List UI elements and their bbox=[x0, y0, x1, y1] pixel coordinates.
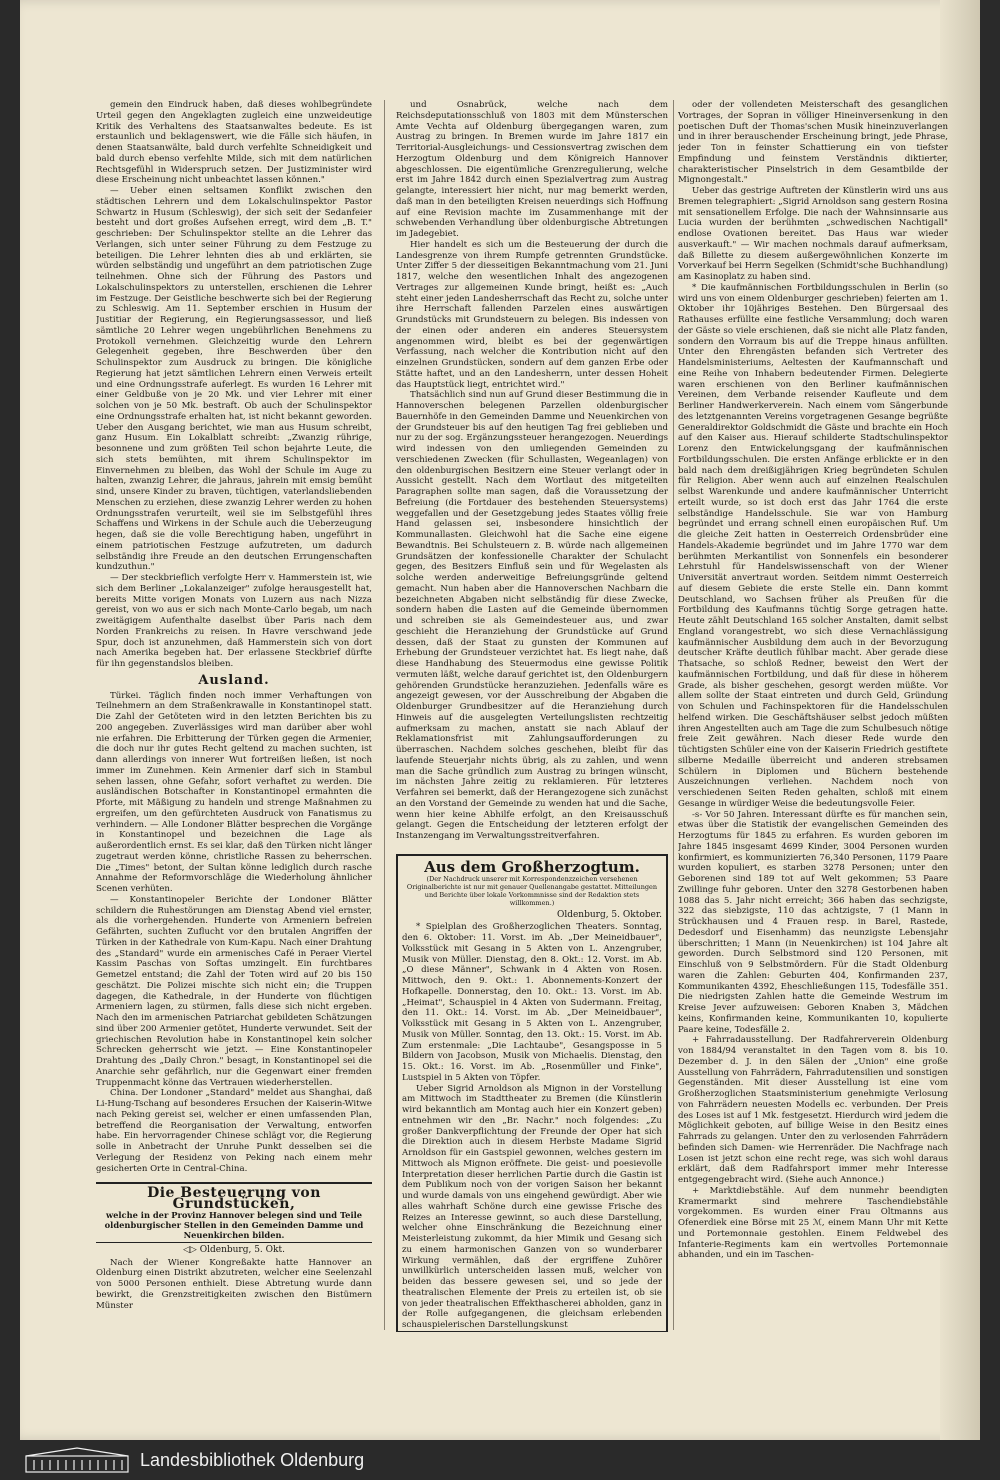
dateline: Oldenburg, 5. Oktober. bbox=[556, 909, 662, 920]
column-rule bbox=[384, 100, 385, 1330]
paragraph: Ueber Sigrid Arnoldson als Mignon in der Vorstellung am Mittwoch im Stadttheater zu Bremen (die Künstlerin wird bekanntlich am Montag auch hier ein Konzert geben) entnehmen wir den „Br. Nachr." noch folgendes: „Zu großer Dankverpflichtung der Freunde der Oper hat sich die Direktion auch in diesem Herbste Madame Sigrid Arnoldson für ein Gastspiel gewonnen, welches gestern im Mittwoch als Mignon eröffnete. Die geist- und poesievolle Interpretation dieser herrlichen Partie durch die Gastin ist dem Publikum noch von der vorigen Saison her bekannt und wurde damals von uns eingehend gewürdigt. Aber wie alles wahrhaft Schöne durch eine gewisse Frische des Reizes an Interesse gewinnt, so auch diese Darstellung, welcher ohne Einschränkung die Bezeichnung einer Meisterleistung zukommt, da hier Mimik und Gesang sich zu einem harmonischen Ganzen von so wunderbarer Wirkung vermählen, daß der ergriffene Zuhörer unwillkürlich unterscheiden lassen muß, welcher von beiden das bessere gewesen sei, und so jede der theatralischen Elemente der Preis zu erteilen ist, ob sie von jeder theatralischen Effekthascherei abholden, ganz in der Rolle aufgegangenen, die gleichsam erlebenden schauspielerischen Darstellungskunst bbox=[402, 1083, 662, 1330]
column-1 bbox=[96, 100, 372, 1332]
paragraph: + Fahrradausstellung. Der Radfahrerverein Oldenburg von 1884/94 veranstaltet in den Tagen vom 8. bis 10. Dezember d. J. in den Sälen der „Union" eine große Ausstellung von Fahrrädern, Fahrradutensilien und sonstigen Gegenständen. Mit dieser Ausstellung ist eine vom Großherzoglichen Staatsministerium genehmigte Verlosung von Fahrrädern neuesten Modells ec. verbunden. Der Preis des Loses ist auf 1 Mk. festgesetzt. Hierdurch wird jedem die Möglichkeit geboten, auf billige Weise in den Besitz eines Fahrrads zu gelangen. Unter den zu verlosenden Fahrrädern befinden sich Damen- wie Herrenräder. Die Nachfrage nach Losen ist jetzt schon eine recht rege, was sich wohl daraus erklärt, daß dem Radfahrsport immer mehr Interesse entgegengebracht wird. (Siehe auch Annonce.) bbox=[678, 1035, 948, 1185]
paragraph: Ueber das gestrige Auftreten der Künstlerin wird uns aus Bremen telegraphiert: „Sigrid Arnoldson sang gestern Rosina mit sensationellem Erfolge. Die nach der Wahnsinnsarie aus Lucia wurden der berühmten „schwedischen Nachtigall" endlose Ovationen bereitet. Das Haus war wieder ausverkauft." — Wir machen nochmals darauf aufmerksam, daß Billette zu diesem außergewöhnlichen Konzerte im Vorverkauf bei Herrn Segelken (Schmidt'sche Buchhandlung) am Kasinoplatz zu haben sind. bbox=[678, 186, 948, 282]
section-heading: Ausland. bbox=[198, 672, 270, 688]
paragraph: oder der vollendeten Meisterschaft des gesanglichen Vortrages, der Sopran in völliger Hineinversenkung in den poetischen Duft der Thomas'schen Musik hineinzuverlangen und in ihrer berauschender Erscheinung bringt, jede Phrase, jeder Ton in feinster Schattierung ein von tiefster Empfindung und feinstem Verständnis diktierter, charakteristischer Pinselstrich in dem Gesamtbilde der Mignongestalt." bbox=[678, 100, 948, 186]
paragraph: Thatsächlich sind nun auf Grund dieser Bestimmung die in Hannoverschen belegenen Parzellen oldenburgischer Bauernhöfe in den Gemeinden Damme und Neuenkirchen von der Grundsteuer bis auf den heutigen Tag frei geblieben und nur zu der sog. Ergänzungssteuer herangezogen. Neuerdings wird indessen von den umliegenden Gemeinden zu verschiedenen Zwecken (für Schullasten, Wegeanlagen) von den oldenburgischen Besitzern eine Steuer verlangt oder in Aussicht gestellt. Nach dem Wortlaut des mitgeteilten Paragraphen sollte man sagen, daß die Voraussetzung der Befreiung (die Fortdauer des bestehenden Steuersystems) weggefallen und der Gesetzgebung jedes Staates völlig freie Hand gelassen sei, insbesondere hinsichtlich der Kommunallasten. Gleichwohl hat die Sache eine eigene Bewandtnis. Bei Schulsteuern z. B. würde nach allgemeinen Grundsätzen der konfessionelle Charakter der Schulacht gegen, des Besitzers Einfluß sein und für Wegelasten als solche werden anderweitige Befreiungsgründe geltend gemacht. Nun haben aber die Hannoverschen Nachbarn die bezeichneten Abgaben nicht selbständig für diese Zwecke, sondern haben die Lasten auf die Gemeinde übernommen und schreiben sie als Gemeindesteuer aus, und zwar geschieht die Heranziehung der Grundstücke auf Grund dessen, daß der Staat zu gunsten der Kommunen auf Erhebung der Grundsteuer verzichtet hat. Es liegt nahe, daß diese Handhabung des Steuermodus eine gewisse Politik vermuten läßt, welche darauf gerichtet ist, den Oldenburgern gehörenden Grundstücke heranzuziehen. Jedenfalls wäre es angezeigt gewesen, vor der Ausschreibung der Abgaben die Oldenburger Grundbesitzer auf die Heranziehung durch Hinweis auf die ausgelegten Verteilungslisten rechtzeitig aufmerksam zu machen, anstatt sie nach Ablauf der Reklamationsfrist mit Zahlungsaufforderungen zu überraschen. Nachdem solches geschehen, bleibt für das laufende Steuerjahr nichts übrig, als zu zahlen, und wenn man die Sache gründlich zum Austrag zu bringen wünscht, im nächsten Jahre zeitig zu reklamieren. Für letzteres Verfahren sei bemerkt, daß der Herangezogene sich zunächst an den Vorstand der Gemeinde zu wenden hat und die Sache, wenn hier keine Abhilfe erfolgt, an den Kreisausschuß gelangt. Gegen die Entscheidung der letzteren erfolgt der Instanzengang im Verwaltungsstreitverfahren. bbox=[396, 390, 668, 841]
paragraph: Hier handelt es sich um die Besteuerung der durch die Landesgrenze von ihrem Rumpfe getrennten Grundstücke. Unter Ziffer 5 der diesseitigen Bekanntmachung vom 21. Juni 1817, welche den wesentlichen Inhalt des angezogenen Vertrages zur allgemeinen Kunde bringt, heißt es: „Auch steht einer jeden Landesherrschaft das Recht zu, solche unter ihre Herrschaft fallenden Parzelen eines auswärtigen Grundstücks mit Grundsteuern zu belegen. Bis indessen von der einen oder anderen ein anderes Steuersystem angenommen wird, bleibt es bei der gegenwärtigen Verfassung, nach welcher die Kontribution nicht auf den einzelnen Grundstücken, sondern auf dem ganzen Erbe oder Stätte haftet, und an den Landesherrn, unter dessen Hoheit das Hauptstück liegt, entrichtet wird." bbox=[396, 239, 668, 390]
reprint-note: (Der Nachdruck unserer mit Korrespondenzzeichen versehenen Originalberichte ist nur mit genauer Quellenangabe gestattet. Mitteilungen und Berichte über lokale Vorkommnisse sind der Redaktion stets willkommen.) bbox=[406, 874, 658, 907]
column-3 bbox=[678, 100, 948, 1332]
column-2 bbox=[396, 100, 668, 1332]
dateline: ◁▷ Oldenburg, 5. Okt. bbox=[183, 1244, 285, 1255]
paragraph: Nach der Wiener Kongreßakte hatte Hannover an Oldenburg einen Distrikt abzutreten, welcher eine Seelenzahl von 5000 Personen enthielt. Diese Abtretung wurde dann bewirkt, die Grenzstreitigkeiten zwischen den Bistümern Münster bbox=[96, 1257, 372, 1311]
paragraph: China. Der Londoner „Standard" meldet aus Shanghai, daß Li-Hung-Tschang auf besonderes Ersuchen der Kaiserin-Witwe nach Peking gereist sei, welcher er einen umfassenden Plan, betreffend die Reorganisation der Verwaltung, entworfen habe. Ein hervorragender Chinese schlägt vor, die Regierung solle in Anbetracht der Unruhe Punkt desselben sei die Verlegung der Residenz von Peking nach einem mehr gesicherten Orte in Central-China. bbox=[96, 1088, 372, 1174]
article-title: Die Besteuerung von Grundstücken, bbox=[147, 1185, 321, 1212]
library-name: Landesbibliothek Oldenburg bbox=[140, 1450, 365, 1470]
regional-news-box bbox=[396, 854, 668, 1332]
paragraph: gemein den Eindruck haben, daß dieses wohlbegründete Urteil gegen den Angeklagten zugleich eine unzweideutige Kritik des Verhaltens des Staatsanwaltes bedeute. Es ist erstaunlich und beklagenswert, wie die Fälle sich häufen, in denen Staatsanwälte, bald durch verfehlte Schneidigkeit und bald durch ebenso verfehlte Milde, sich mit dem natürlichen Rechtsgefühl in Widerspruch setzen. Der Justizminister wird diese Erscheinung nicht unbeachtet lassen können." bbox=[96, 100, 372, 186]
paragraph: Türkei. Täglich finden noch immer Verhaftungen von Teilnehmern an dem Straßenkrawalle in Konstantinopel statt. Die Zahl der Getöteten wird in den letzten Berichten bis zu 200 angegeben. Zuverlässiges wird man darüber aber wohl nie erfahren. Die Erbitterung der Türken gegen die Armenier, die doch nur ihr gutes Recht geltend zu machen suchten, ist dann allerdings von innerer Wut fortreißen ließen, ist noch immer im Zunehmen. Kein Armenier darf sich in Stambul sehen lassen, ohne Gefahr, sofort verhaftet zu werden. Die ausländischen Botschafter in Konstantinopel ermahnten die Pforte, mit Mäßigung zu handeln und strenge Maßnahmen zu ergreifen, um den gefürchteten Ausdruck von Fanatismus zu verhindern. — Alle Londoner Blätter besprechen die Vorgänge in Konstantinopel und bezeichnen die Lage als außerordentlich ernst. Es sei klar, daß den Türken nicht länger zugetraut werden könne, christliche Rassen zu beherrschen. Die „Times" betont, der Sultan könne lediglich durch rasche Annahme der Reformvorschläge die Wiederholung ähnlicher Scenen verhüten. bbox=[96, 690, 372, 894]
paragraph: * Die kaufmännischen Fortbildungsschulen in Berlin (so wird uns von einem Oldenburger geschrieben) feierten am 1. Oktober ihr 10jähriges Bestehen. Den Bürgersaal des Rathauses erfüllte eine festliche Versammlung; doch waren der Gäste so viele erschienen, daß sie nicht alle Platz fanden, sondern den Vorraum bis auf die Treppe hinaus anfüllten. Unter den Ehrengästen befanden sich Vertreter des Handelsministeriums, Aeltesten der Kaufmannschaft und eine Reihe von Inhabern bedeutender Firmen. Delegierte waren erschienen von den Berliner kaufmännischen Vereinen, dem Verbande reisender Kaufleute und dem Berliner Handwerkerverein. Nach einem vom Sängerbunde des letztgenannten Vereins vorgetragenen Gesange begrüßte Generaldirektor Goldschmidt die Gäste und brachte ein Hoch auf den Kaiser aus. Hierauf schilderte Stadtschulinspektor Lorenz den Entwickelungsgang der kaufmännischen Fortbildungsschulen. Die ersten Anfänge erblickte er in den bald nach dem dreißigjährigen Krieg begründeten Schulen für Religion. Aber wenn auch auf einzelnen Realschulen selbst Warenkunde und andere kaufmännischer Unterricht erteilt wurde, so ist doch erst das Jahr 1764 die erste selbständige Handelsschule. Sie war von Hamburg begründet und errang schnell einen europäischen Ruf. Um die gleiche Zeit hatten in Oesterreich Ordensbrüder eine Handels-Akademie begründet und im Jahre 1770 war dem berühmten Merkantilist von Sonnenfels ein besonderer Lehrstuhl für Handelswissenschaft von der Wiener Universität anvertraut worden. Seitdem nimmt Oesterreich auf diesem Gebiete die erste Stelle ein. Dann kommt Deutschland, wo Sachsen früher als Preußen für die Fortbildung des Kaufmanns tüchtig Sorge getragen hatte. Heute zählt Deutschland 165 solcher Anstalten, damit selbst England vorangestrebt, wo sich diese Vernachlässigung kaufmännischer Ausbildung dem auch in der Bevorzugung deutscher Kräfte deutlich fühlbar macht. Aber gerade diese Thatsache, so schloß Redner, beweist den Wert der kaufmännischen Fortbildung, und daß für diese in höherem Grade, als bisher geschehen, gesorgt werden müßte. Vor allem sollte der Staat eintreten und durch Geld, Gründung von Schulen und Fachinspektoren für die Handelsschulen helfend wirken. Die Geschäftshäuser selbst jedoch müßten ihren Angestellten auch am Tage die zum Schulbesuch nötige freie Zeit gewähren. Nach dieser Rede wurde den tüchtigsten Schüler eine von der Kaiserin Friedrich gestiftete silberne Medaille überreicht und anderen strebsamen Schülern in Diplomen und Büchern bestehende Auszeichnungen verliehen. Nachdem noch von verschiedenen Seiten Reden gehalten, schloß mit einem Gesange in würdiger Weise die bedeutungsvolle Feier. bbox=[678, 282, 948, 809]
section-title: Aus dem Großherzogtum. bbox=[424, 857, 640, 876]
paragraph: * Spielplan des Großherzoglichen Theaters. Sonntag, den 6. Oktober: 11. Vorst. im Ab. „Der Meineidbauer", Volksstück mit Gesang in 5 Akten von L. Anzengruber, Musik von Müller. Dienstag, den 8. Okt.: 12. Vorst. im Ab. „O diese Männer", Schwank in 4 Akten von Rosen. Mittwoch, den 9. Okt.: 1. Abonnements-Konzert der Hofkapelle. Donnerstag, den 10. Okt.: 13. Vorst. im Ab. „Heimat", Schauspiel in 4 Akten von Sudermann. Freitag, den 11. Okt.: 14. Vorst. im Ab. „Der Meineidbauer", Volksstück mit Gesang in 5 Akten von L. Anzengruber, Musik von Müller. Sonntag, den 13. Okt.: 15. Vorst. im Ab. Zum erstenmale: „Die Lachtaube", Gesangsposse in 5 Bildern von Jacobson, Musik von Michaelis. Dienstag, den 15. Okt.: 16. Vorst. im Ab. „Rosenmüller und Finke", Lustspiel in 5 Akten von Töpfer. bbox=[402, 922, 662, 1083]
article-subtitle: welche in der Provinz Hannover belegen sind und Teile oldenburgischer Stellen in den Gemeinden Damme und Neuenkirchen bilden. bbox=[104, 1209, 364, 1240]
article-header bbox=[96, 1182, 372, 1243]
library-logo-icon bbox=[24, 1446, 130, 1474]
paragraph: — Konstantinopeler Berichte der Londoner Blätter schildern die Ruhestörungen am Dienstag Abend viel ernster, als die vorhergehenden. Hunderte von Armeniern befreien Gefährten, suchten Zuflucht vor den brutalen Angriffen der Türken in der Kathedrale von Kum-Kapu. Nach einer Drahtung des „Standard" wurde ein armenisches Café in Peraer Viertel Kassim Paschas von Softas umzingelt. Ein furchtbares Gemetzel entstand; die Zahl der Toten wird auf 20 bis 150 geschätzt. Die Polizei mischte sich nicht ein; die Truppen dagegen, die Kathedrale, in der Hunderte von flüchtigen Armeniern lagen, zu stürmen, falls diese sich nicht ergeben. Nach den im armenischen Patriarchat gebildeten Schätzungen sind über 200 Armenier getötet, Hunderte verwundet. Seit der griechischen Revolution habe in Konstantinopel kein solcher Schrecken geherrscht wie jetzt. — Eine Konstantinopeler Drahtung des „Daily Chron." besagt, in Konstantinopel sei die Anarchie sehr gefährlich, nur die Gegenwart einer fremden Truppenmacht könne das Vertrauen wiederherstellen. bbox=[96, 894, 372, 1088]
paragraph: und Osnabrück, welche nach dem Reichsdeputationsschluß von 1803 mit dem Münsterschen Amte Vechta auf Oldenburg übergegangen waren, zum Austrag zu bringen. In Bremen wurde im Jahre 1817 ein Territorial-Ausgleichungs- und Cessionsvertrag zwischen dem Herzogtum Oldenburg und dem Königreich Hannover abgeschlossen. Die eigentümliche Grenzregulierung, welche erst im Jahre 1842 durch einen Spezialvertrag zum Austrag gelangte, interessiert hier nicht, nur mag bemerkt werden, daß man in den beteiligten Kreisen neuerdings sich Hoffnung auf eine Revision machte im Zusammenhange mit der schwebenden Verhandlung über oldenburgische Abtretungen im Jadegebiet. bbox=[396, 100, 668, 239]
column-rule bbox=[673, 100, 674, 1330]
paragraph: -s- Vor 50 Jahren. Interessant dürfte es für manchen sein, etwas über die Statistik der evangelischen Gemeinden des Herzogtums für 1845 zu erfahren. Es wurden geboren im Jahre 1845 insgesamt 4699 Kinder, 3004 Personen wurden konfirmiert, es kommunizierten 76,340 Personen, 1179 Paare wurden kopuliert, es starben 3278 Personen; unter den Geborenen sind 189 tot auf Welt gekommen; 53 Paare Zwillinge fuhr geboren. Unter den 3278 Gestorbenen haben 1088 das 5. Jahr nicht erreicht; 366 haben das sechzigste, 322 das siebzigste, 110 das achtzigste, 7 (1 Mann in Strückhausen und 4 Frauen resp. in Barel, Rastede, Dedesdorf und Eisenhamm) das neunzigste Lebensjahr überschritten; 1 Mann (in Neuenkirchen) ist 104 Jahre alt geworden. Durch Selbstmord sind 120 Personen, mit Einschluß von 9 Selbstmördern. Für die Stadt Oldenburg waren die Zahlen: Geburten 404, Konfirmanden 237, Kommunikanten 4392, Eheschließungen 115, Todesfälle 351. Die niedrigsten Zahlen hatte die Gemeinde Westrum im Kreise Jever aufzuweisen: Geboren Knaben 3, Mädchen keins, Konfirmanden keine, Kommunikanten 10, kopulierte Paare keine, Todesfälle 2. bbox=[678, 809, 948, 1035]
paragraph: + Marktdiebstähle. Auf dem nunmehr beendigten Kramermarkt sind mehrere Taschendiebstähle vorgekommen. Es wurden einer Frau Oltmanns aus Ofenerdiek eine Börse mit 25 ℳ, einem Mann Uhr mit Kette und Portemonnaie gestohlen. Einem Feldwebel des Infanterie-Regiments kam ein wertvolles Portemonnaie abhanden, und ein im Taschen- bbox=[678, 1185, 948, 1261]
paragraph: — Der steckbrieflich verfolgte Herr v. Hammerstein ist, wie sich dem Berliner „Lokalanzeiger" zufolge herausgestellt hat, bereits Mitte vorigen Monats von Luzern aus nach Nizza gereist, von wo aus er sich nach Monte-Carlo begab, um nach zweitägigem Aufenthalte daselbst über Paris nach dem Norden Frankreichs zu reisen. In Havre verschwand jede Spur, doch ist anzunehmen, daß Hammerstein sich von dort nach Amerika begeben hat. Der erlassene Steckbrief dürfte für ihn gegenstandslos bleiben. bbox=[96, 573, 372, 669]
paragraph: — Ueber einen seltsamen Konflikt zwischen den städtischen Lehrern und dem Lokalschulinspektor Pastor Schwartz in Husum (Schleswig), der sich seit der Sedanfeier besteht und dort großes Aufsehen erregt, wird dem „B. T." geschrieben: Der Schulinspektor stellte an die Lehrer das Verlangen, sich unter seiner Führung zu dem Festzuge zu beteiligen. Die Lehrer lehnten dies ab und erklärten, sie würden selbständig und ungeführt an dem patriotischen Zuge teilnehmen. Ohne sich der Führung des Pastors und Lokalschulinspektors zu unterstellen, erschienen die Lehrer im Festzuge. Der Geistliche beschwerte sich bei der Regierung zu Schleswig. Am 11. September erschien in Husum der Justitiar der Regierung, ein Regierungsassessor, und ließ sämtliche 20 Lehrer wegen ungebührlichen Benehmens zu Protokoll vernehmen. Gleichzeitig wurde den Lehrern Gelegenheit gegeben, ihre Beschwerden über den Schulinspektor zum Ausdruck zu bringen. Die königliche Regierung hat jetzt sämtlichen Lehrern einen Verweis erteilt und eine Ordnungsstrafe auferlegt. Es wurden 16 Lehrer mit einer Geldbuße von je 20 Mk. und vier Lehrer mit einer solchen von je 50 Mk. bestraft. Ob auch der Schulinspektor eine Ordnungsstrafe erhalten hat, ist nicht bekannt geworden. Ueber den Ausgang berichtet, wie man aus Husum schreibt, ganz Husum. Ein Lokalblatt schreibt: „Zwanzig rührige, besonnene und zum größten Teil schon bejahrte Leute, die sich stets bemühten, mit ihrem Schulinspektor im Einvernehmen zu bleiben, das Wohl der Schule im Auge zu halten, zwanzig Lehrer, die jahraus, jahrein mit emsig bemüht sind, unsere Kinder zu braven, tüchtigen, vaterlandsliebenden Menschen zu erziehen, diese zwanzig Lehrer werden zu hohen Ordnungsstrafen verurteilt, weil sie im Selbstgefühl ihres Schaffens und Wirkens in der Schule auch die Ueberzeugung hegen, daß sie die volle Berechtigung haben, ungeführt in einem patriotischen Festzuge aufzutreten, um dadurch selbständig ihre Freude an den deutschen Errungenschaften kundzuthun." bbox=[96, 186, 372, 573]
